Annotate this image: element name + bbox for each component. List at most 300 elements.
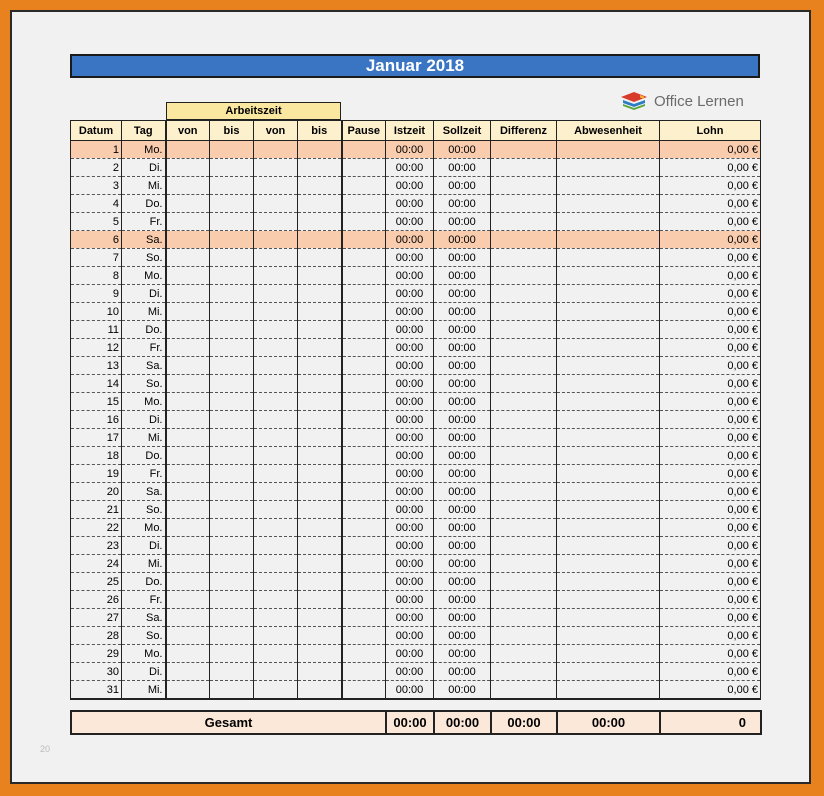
- bis1-cell[interactable]: [210, 591, 254, 609]
- tag-cell[interactable]: So.: [122, 501, 166, 519]
- bis2-cell[interactable]: [298, 537, 342, 555]
- von2-cell[interactable]: [254, 285, 298, 303]
- istzeit-cell[interactable]: 00:00: [386, 159, 434, 177]
- von2-cell[interactable]: [254, 231, 298, 249]
- abwesenheit-cell[interactable]: [557, 249, 660, 267]
- von2-cell[interactable]: [254, 249, 298, 267]
- datum-cell[interactable]: 22: [71, 519, 122, 537]
- sollzeit-cell[interactable]: 00:00: [434, 285, 491, 303]
- istzeit-cell[interactable]: 00:00: [386, 393, 434, 411]
- tag-cell[interactable]: Mo.: [122, 645, 166, 663]
- von1-cell[interactable]: [166, 681, 210, 700]
- differenz-cell[interactable]: [491, 573, 557, 591]
- tag-cell[interactable]: Di.: [122, 285, 166, 303]
- pause-cell[interactable]: [342, 591, 386, 609]
- sollzeit-cell[interactable]: 00:00: [434, 537, 491, 555]
- pause-cell[interactable]: [342, 429, 386, 447]
- abwesenheit-cell[interactable]: [557, 375, 660, 393]
- sollzeit-cell[interactable]: 00:00: [434, 573, 491, 591]
- von1-cell[interactable]: [166, 519, 210, 537]
- pause-cell[interactable]: [342, 501, 386, 519]
- bis2-cell[interactable]: [298, 357, 342, 375]
- abwesenheit-cell[interactable]: [557, 303, 660, 321]
- abwesenheit-cell[interactable]: [557, 411, 660, 429]
- bis1-cell[interactable]: [210, 159, 254, 177]
- sollzeit-cell[interactable]: 00:00: [434, 321, 491, 339]
- lohn-cell[interactable]: 0,00 €: [660, 285, 761, 303]
- von1-cell[interactable]: [166, 645, 210, 663]
- differenz-cell[interactable]: [491, 141, 557, 159]
- von2-cell[interactable]: [254, 519, 298, 537]
- von2-cell[interactable]: [254, 213, 298, 231]
- bis1-cell[interactable]: [210, 339, 254, 357]
- lohn-cell[interactable]: 0,00 €: [660, 249, 761, 267]
- sollzeit-cell[interactable]: 00:00: [434, 195, 491, 213]
- von1-cell[interactable]: [166, 555, 210, 573]
- istzeit-cell[interactable]: 00:00: [386, 627, 434, 645]
- tag-cell[interactable]: Mi.: [122, 177, 166, 195]
- istzeit-cell[interactable]: 00:00: [386, 447, 434, 465]
- von2-cell[interactable]: [254, 537, 298, 555]
- istzeit-cell[interactable]: 00:00: [386, 519, 434, 537]
- pause-cell[interactable]: [342, 393, 386, 411]
- abwesenheit-cell[interactable]: [557, 591, 660, 609]
- istzeit-cell[interactable]: 00:00: [386, 591, 434, 609]
- datum-cell[interactable]: 8: [71, 267, 122, 285]
- sollzeit-cell[interactable]: 00:00: [434, 231, 491, 249]
- pause-cell[interactable]: [342, 411, 386, 429]
- datum-cell[interactable]: 12: [71, 339, 122, 357]
- sollzeit-cell[interactable]: 00:00: [434, 429, 491, 447]
- sollzeit-cell[interactable]: 00:00: [434, 465, 491, 483]
- von1-cell[interactable]: [166, 141, 210, 159]
- pause-cell[interactable]: [342, 609, 386, 627]
- pause-cell[interactable]: [342, 231, 386, 249]
- differenz-cell[interactable]: [491, 609, 557, 627]
- abwesenheit-cell[interactable]: [557, 321, 660, 339]
- von2-cell[interactable]: [254, 321, 298, 339]
- bis2-cell[interactable]: [298, 573, 342, 591]
- von2-cell[interactable]: [254, 375, 298, 393]
- von1-cell[interactable]: [166, 393, 210, 411]
- bis1-cell[interactable]: [210, 249, 254, 267]
- von1-cell[interactable]: [166, 537, 210, 555]
- von1-cell[interactable]: [166, 267, 210, 285]
- datum-cell[interactable]: 29: [71, 645, 122, 663]
- abwesenheit-cell[interactable]: [557, 663, 660, 681]
- sollzeit-cell[interactable]: 00:00: [434, 249, 491, 267]
- lohn-cell[interactable]: 0,00 €: [660, 681, 761, 700]
- istzeit-cell[interactable]: 00:00: [386, 537, 434, 555]
- istzeit-cell[interactable]: 00:00: [386, 231, 434, 249]
- von1-cell[interactable]: [166, 609, 210, 627]
- pause-cell[interactable]: [342, 375, 386, 393]
- lohn-cell[interactable]: 0,00 €: [660, 375, 761, 393]
- von2-cell[interactable]: [254, 429, 298, 447]
- bis1-cell[interactable]: [210, 231, 254, 249]
- lohn-cell[interactable]: 0,00 €: [660, 303, 761, 321]
- abwesenheit-cell[interactable]: [557, 501, 660, 519]
- von2-cell[interactable]: [254, 447, 298, 465]
- lohn-cell[interactable]: 0,00 €: [660, 393, 761, 411]
- datum-cell[interactable]: 4: [71, 195, 122, 213]
- lohn-cell[interactable]: 0,00 €: [660, 141, 761, 159]
- tag-cell[interactable]: Mo.: [122, 267, 166, 285]
- istzeit-cell[interactable]: 00:00: [386, 267, 434, 285]
- von1-cell[interactable]: [166, 249, 210, 267]
- datum-cell[interactable]: 21: [71, 501, 122, 519]
- istzeit-cell[interactable]: 00:00: [386, 429, 434, 447]
- differenz-cell[interactable]: [491, 303, 557, 321]
- bis2-cell[interactable]: [298, 483, 342, 501]
- von1-cell[interactable]: [166, 231, 210, 249]
- abwesenheit-cell[interactable]: [557, 231, 660, 249]
- sollzeit-cell[interactable]: 00:00: [434, 519, 491, 537]
- tag-cell[interactable]: Fr.: [122, 465, 166, 483]
- von1-cell[interactable]: [166, 357, 210, 375]
- pause-cell[interactable]: [342, 159, 386, 177]
- lohn-cell[interactable]: 0,00 €: [660, 483, 761, 501]
- pause-cell[interactable]: [342, 213, 386, 231]
- bis1-cell[interactable]: [210, 411, 254, 429]
- datum-cell[interactable]: 26: [71, 591, 122, 609]
- lohn-cell[interactable]: 0,00 €: [660, 267, 761, 285]
- von2-cell[interactable]: [254, 501, 298, 519]
- datum-cell[interactable]: 13: [71, 357, 122, 375]
- datum-cell[interactable]: 3: [71, 177, 122, 195]
- bis1-cell[interactable]: [210, 357, 254, 375]
- istzeit-cell[interactable]: 00:00: [386, 357, 434, 375]
- sollzeit-cell[interactable]: 00:00: [434, 645, 491, 663]
- sollzeit-cell[interactable]: 00:00: [434, 447, 491, 465]
- sollzeit-cell[interactable]: 00:00: [434, 627, 491, 645]
- von2-cell[interactable]: [254, 465, 298, 483]
- von1-cell[interactable]: [166, 159, 210, 177]
- lohn-cell[interactable]: 0,00 €: [660, 663, 761, 681]
- tag-cell[interactable]: Mo.: [122, 141, 166, 159]
- tag-cell[interactable]: Mo.: [122, 393, 166, 411]
- istzeit-cell[interactable]: 00:00: [386, 141, 434, 159]
- lohn-cell[interactable]: 0,00 €: [660, 411, 761, 429]
- bis2-cell[interactable]: [298, 591, 342, 609]
- bis2-cell[interactable]: [298, 285, 342, 303]
- differenz-cell[interactable]: [491, 159, 557, 177]
- pause-cell[interactable]: [342, 141, 386, 159]
- bis2-cell[interactable]: [298, 195, 342, 213]
- bis1-cell[interactable]: [210, 267, 254, 285]
- von2-cell[interactable]: [254, 267, 298, 285]
- abwesenheit-cell[interactable]: [557, 177, 660, 195]
- von1-cell[interactable]: [166, 447, 210, 465]
- datum-cell[interactable]: 23: [71, 537, 122, 555]
- sollzeit-cell[interactable]: 00:00: [434, 213, 491, 231]
- von2-cell[interactable]: [254, 645, 298, 663]
- von1-cell[interactable]: [166, 591, 210, 609]
- bis1-cell[interactable]: [210, 663, 254, 681]
- von1-cell[interactable]: [166, 429, 210, 447]
- bis1-cell[interactable]: [210, 519, 254, 537]
- abwesenheit-cell[interactable]: [557, 483, 660, 501]
- bis2-cell[interactable]: [298, 681, 342, 700]
- von2-cell[interactable]: [254, 339, 298, 357]
- differenz-cell[interactable]: [491, 339, 557, 357]
- bis2-cell[interactable]: [298, 141, 342, 159]
- lohn-cell[interactable]: 0,00 €: [660, 465, 761, 483]
- differenz-cell[interactable]: [491, 177, 557, 195]
- pause-cell[interactable]: [342, 321, 386, 339]
- bis2-cell[interactable]: [298, 339, 342, 357]
- bis1-cell[interactable]: [210, 177, 254, 195]
- lohn-cell[interactable]: 0,00 €: [660, 177, 761, 195]
- von1-cell[interactable]: [166, 177, 210, 195]
- istzeit-cell[interactable]: 00:00: [386, 195, 434, 213]
- abwesenheit-cell[interactable]: [557, 447, 660, 465]
- differenz-cell[interactable]: [491, 213, 557, 231]
- von2-cell[interactable]: [254, 681, 298, 700]
- bis2-cell[interactable]: [298, 555, 342, 573]
- bis2-cell[interactable]: [298, 231, 342, 249]
- von2-cell[interactable]: [254, 663, 298, 681]
- pause-cell[interactable]: [342, 447, 386, 465]
- sollzeit-cell[interactable]: 00:00: [434, 609, 491, 627]
- istzeit-cell[interactable]: 00:00: [386, 177, 434, 195]
- pause-cell[interactable]: [342, 627, 386, 645]
- sollzeit-cell[interactable]: 00:00: [434, 375, 491, 393]
- differenz-cell[interactable]: [491, 357, 557, 375]
- bis2-cell[interactable]: [298, 375, 342, 393]
- von1-cell[interactable]: [166, 213, 210, 231]
- bis1-cell[interactable]: [210, 465, 254, 483]
- von1-cell[interactable]: [166, 285, 210, 303]
- bis1-cell[interactable]: [210, 213, 254, 231]
- tag-cell[interactable]: Fr.: [122, 339, 166, 357]
- datum-cell[interactable]: 31: [71, 681, 122, 700]
- abwesenheit-cell[interactable]: [557, 141, 660, 159]
- differenz-cell[interactable]: [491, 267, 557, 285]
- sollzeit-cell[interactable]: 00:00: [434, 681, 491, 700]
- bis1-cell[interactable]: [210, 393, 254, 411]
- istzeit-cell[interactable]: 00:00: [386, 411, 434, 429]
- bis1-cell[interactable]: [210, 627, 254, 645]
- pause-cell[interactable]: [342, 267, 386, 285]
- bis2-cell[interactable]: [298, 303, 342, 321]
- istzeit-cell[interactable]: 00:00: [386, 213, 434, 231]
- datum-cell[interactable]: 27: [71, 609, 122, 627]
- bis2-cell[interactable]: [298, 321, 342, 339]
- istzeit-cell[interactable]: 00:00: [386, 555, 434, 573]
- sollzeit-cell[interactable]: 00:00: [434, 177, 491, 195]
- istzeit-cell[interactable]: 00:00: [386, 483, 434, 501]
- datum-cell[interactable]: 14: [71, 375, 122, 393]
- tag-cell[interactable]: So.: [122, 627, 166, 645]
- bis2-cell[interactable]: [298, 429, 342, 447]
- datum-cell[interactable]: 11: [71, 321, 122, 339]
- differenz-cell[interactable]: [491, 285, 557, 303]
- sollzeit-cell[interactable]: 00:00: [434, 393, 491, 411]
- istzeit-cell[interactable]: 00:00: [386, 321, 434, 339]
- pause-cell[interactable]: [342, 681, 386, 700]
- tag-cell[interactable]: Mi.: [122, 555, 166, 573]
- differenz-cell[interactable]: [491, 231, 557, 249]
- von1-cell[interactable]: [166, 483, 210, 501]
- tag-cell[interactable]: Do.: [122, 573, 166, 591]
- bis1-cell[interactable]: [210, 195, 254, 213]
- lohn-cell[interactable]: 0,00 €: [660, 591, 761, 609]
- abwesenheit-cell[interactable]: [557, 465, 660, 483]
- abwesenheit-cell[interactable]: [557, 555, 660, 573]
- differenz-cell[interactable]: [491, 429, 557, 447]
- istzeit-cell[interactable]: 00:00: [386, 609, 434, 627]
- datum-cell[interactable]: 25: [71, 573, 122, 591]
- datum-cell[interactable]: 28: [71, 627, 122, 645]
- bis2-cell[interactable]: [298, 447, 342, 465]
- datum-cell[interactable]: 7: [71, 249, 122, 267]
- lohn-cell[interactable]: 0,00 €: [660, 609, 761, 627]
- bis1-cell[interactable]: [210, 681, 254, 700]
- datum-cell[interactable]: 1: [71, 141, 122, 159]
- von1-cell[interactable]: [166, 573, 210, 591]
- von1-cell[interactable]: [166, 321, 210, 339]
- tag-cell[interactable]: Sa.: [122, 483, 166, 501]
- sollzeit-cell[interactable]: 00:00: [434, 357, 491, 375]
- datum-cell[interactable]: 2: [71, 159, 122, 177]
- datum-cell[interactable]: 5: [71, 213, 122, 231]
- tag-cell[interactable]: Di.: [122, 537, 166, 555]
- sollzeit-cell[interactable]: 00:00: [434, 663, 491, 681]
- bis2-cell[interactable]: [298, 519, 342, 537]
- tag-cell[interactable]: Sa.: [122, 231, 166, 249]
- datum-cell[interactable]: 19: [71, 465, 122, 483]
- istzeit-cell[interactable]: 00:00: [386, 501, 434, 519]
- von1-cell[interactable]: [166, 501, 210, 519]
- von2-cell[interactable]: [254, 177, 298, 195]
- von1-cell[interactable]: [166, 663, 210, 681]
- tag-cell[interactable]: Do.: [122, 195, 166, 213]
- von2-cell[interactable]: [254, 627, 298, 645]
- differenz-cell[interactable]: [491, 393, 557, 411]
- tag-cell[interactable]: Di.: [122, 159, 166, 177]
- datum-cell[interactable]: 18: [71, 447, 122, 465]
- tag-cell[interactable]: Do.: [122, 321, 166, 339]
- tag-cell[interactable]: Sa.: [122, 609, 166, 627]
- lohn-cell[interactable]: 0,00 €: [660, 339, 761, 357]
- lohn-cell[interactable]: 0,00 €: [660, 213, 761, 231]
- lohn-cell[interactable]: 0,00 €: [660, 447, 761, 465]
- differenz-cell[interactable]: [491, 411, 557, 429]
- pause-cell[interactable]: [342, 555, 386, 573]
- lohn-cell[interactable]: 0,00 €: [660, 231, 761, 249]
- von1-cell[interactable]: [166, 195, 210, 213]
- bis2-cell[interactable]: [298, 411, 342, 429]
- von2-cell[interactable]: [254, 573, 298, 591]
- sollzeit-cell[interactable]: 00:00: [434, 501, 491, 519]
- pause-cell[interactable]: [342, 303, 386, 321]
- bis2-cell[interactable]: [298, 177, 342, 195]
- differenz-cell[interactable]: [491, 537, 557, 555]
- istzeit-cell[interactable]: 00:00: [386, 663, 434, 681]
- sollzeit-cell[interactable]: 00:00: [434, 303, 491, 321]
- bis1-cell[interactable]: [210, 303, 254, 321]
- lohn-cell[interactable]: 0,00 €: [660, 645, 761, 663]
- pause-cell[interactable]: [342, 357, 386, 375]
- abwesenheit-cell[interactable]: [557, 681, 660, 700]
- von2-cell[interactable]: [254, 357, 298, 375]
- abwesenheit-cell[interactable]: [557, 573, 660, 591]
- bis2-cell[interactable]: [298, 159, 342, 177]
- abwesenheit-cell[interactable]: [557, 339, 660, 357]
- bis1-cell[interactable]: [210, 141, 254, 159]
- differenz-cell[interactable]: [491, 447, 557, 465]
- von2-cell[interactable]: [254, 195, 298, 213]
- bis2-cell[interactable]: [298, 645, 342, 663]
- pause-cell[interactable]: [342, 537, 386, 555]
- tag-cell[interactable]: Di.: [122, 663, 166, 681]
- tag-cell[interactable]: Mi.: [122, 681, 166, 700]
- pause-cell[interactable]: [342, 483, 386, 501]
- lohn-cell[interactable]: 0,00 €: [660, 429, 761, 447]
- abwesenheit-cell[interactable]: [557, 195, 660, 213]
- abwesenheit-cell[interactable]: [557, 357, 660, 375]
- pause-cell[interactable]: [342, 339, 386, 357]
- bis1-cell[interactable]: [210, 429, 254, 447]
- abwesenheit-cell[interactable]: [557, 159, 660, 177]
- sollzeit-cell[interactable]: 00:00: [434, 555, 491, 573]
- istzeit-cell[interactable]: 00:00: [386, 339, 434, 357]
- bis1-cell[interactable]: [210, 555, 254, 573]
- abwesenheit-cell[interactable]: [557, 627, 660, 645]
- tag-cell[interactable]: Mi.: [122, 303, 166, 321]
- bis2-cell[interactable]: [298, 267, 342, 285]
- pause-cell[interactable]: [342, 573, 386, 591]
- bis2-cell[interactable]: [298, 393, 342, 411]
- differenz-cell[interactable]: [491, 645, 557, 663]
- sollzeit-cell[interactable]: 00:00: [434, 483, 491, 501]
- von2-cell[interactable]: [254, 411, 298, 429]
- abwesenheit-cell[interactable]: [557, 537, 660, 555]
- bis2-cell[interactable]: [298, 501, 342, 519]
- lohn-cell[interactable]: 0,00 €: [660, 573, 761, 591]
- istzeit-cell[interactable]: 00:00: [386, 681, 434, 700]
- datum-cell[interactable]: 20: [71, 483, 122, 501]
- bis1-cell[interactable]: [210, 285, 254, 303]
- datum-cell[interactable]: 9: [71, 285, 122, 303]
- pause-cell[interactable]: [342, 645, 386, 663]
- differenz-cell[interactable]: [491, 465, 557, 483]
- von2-cell[interactable]: [254, 591, 298, 609]
- abwesenheit-cell[interactable]: [557, 285, 660, 303]
- abwesenheit-cell[interactable]: [557, 267, 660, 285]
- von1-cell[interactable]: [166, 375, 210, 393]
- bis1-cell[interactable]: [210, 573, 254, 591]
- bis2-cell[interactable]: [298, 249, 342, 267]
- differenz-cell[interactable]: [491, 591, 557, 609]
- tag-cell[interactable]: So.: [122, 249, 166, 267]
- bis1-cell[interactable]: [210, 609, 254, 627]
- von2-cell[interactable]: [254, 609, 298, 627]
- bis2-cell[interactable]: [298, 465, 342, 483]
- differenz-cell[interactable]: [491, 321, 557, 339]
- bis1-cell[interactable]: [210, 645, 254, 663]
- lohn-cell[interactable]: 0,00 €: [660, 519, 761, 537]
- istzeit-cell[interactable]: 00:00: [386, 285, 434, 303]
- abwesenheit-cell[interactable]: [557, 429, 660, 447]
- datum-cell[interactable]: 10: [71, 303, 122, 321]
- tag-cell[interactable]: Fr.: [122, 213, 166, 231]
- von1-cell[interactable]: [166, 303, 210, 321]
- pause-cell[interactable]: [342, 249, 386, 267]
- tag-cell[interactable]: Fr.: [122, 591, 166, 609]
- lohn-cell[interactable]: 0,00 €: [660, 357, 761, 375]
